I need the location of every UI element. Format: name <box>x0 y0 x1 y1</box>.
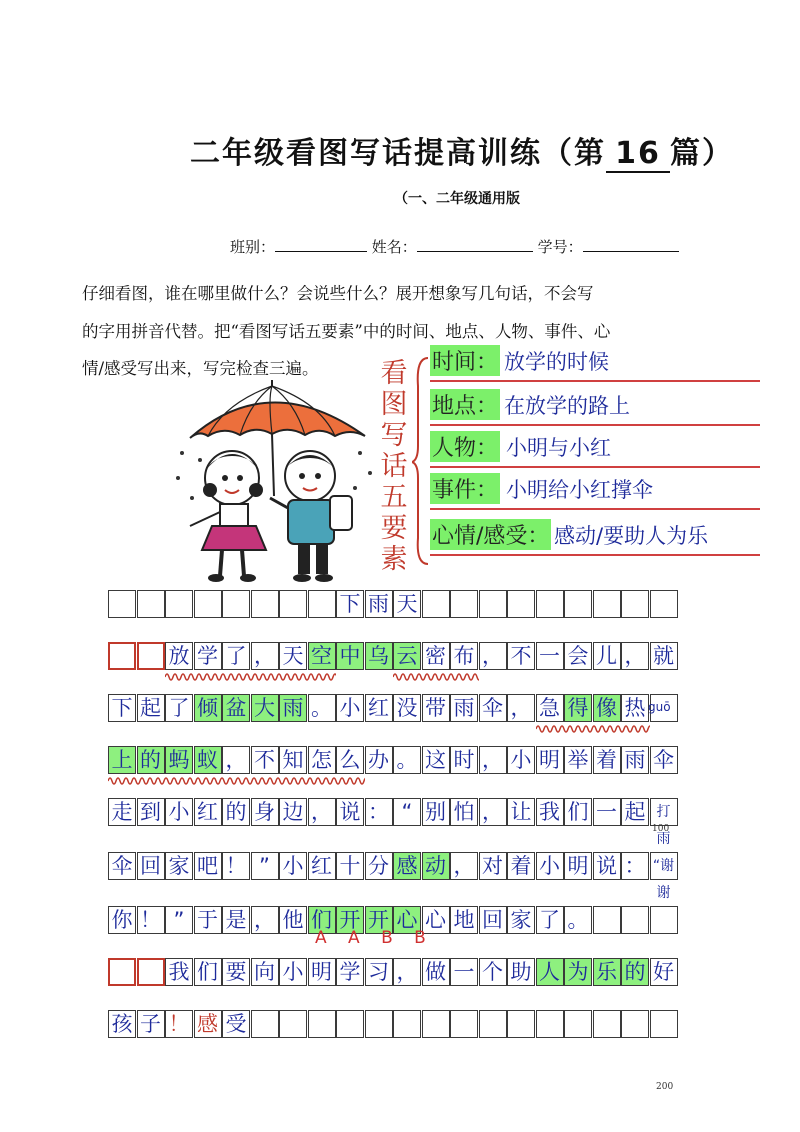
grid-cell <box>108 958 136 986</box>
grid-cell <box>108 642 136 670</box>
grid-cell: 助 <box>507 958 535 986</box>
grid-cell <box>279 590 307 618</box>
grid-cell <box>593 906 621 934</box>
grid-cell: 着 <box>593 746 621 774</box>
grid-cell: 地 <box>450 906 478 934</box>
grid-cell: 要 <box>222 958 250 986</box>
grid-cell: 感 <box>194 1010 222 1038</box>
element-people-label: 人物： <box>430 431 500 462</box>
grid-cell: 身 <box>251 798 279 826</box>
abab-note: A A B B <box>315 928 434 948</box>
element-event-value: 小明给小红撑伞 <box>506 478 653 502</box>
grid-cell <box>650 906 678 934</box>
grid-cell: 家 <box>165 852 193 880</box>
class-field[interactable] <box>275 237 367 252</box>
grid-cell: ！ <box>165 1010 193 1038</box>
grid-cell: 让 <box>507 798 535 826</box>
grid-cell: 一 <box>536 642 564 670</box>
student-info-fields <box>230 236 679 257</box>
grid-cell: 么 <box>336 746 364 774</box>
grid-cell: 红 <box>194 798 222 826</box>
grid-cell: 分 <box>365 852 393 880</box>
grid-cell: 时 <box>450 746 478 774</box>
grid-cell: 伞 <box>108 852 136 880</box>
page-title: 二年级看图写话提高训练（第 16 篇） <box>190 136 734 171</box>
grid-cell: 说 <box>593 852 621 880</box>
element-place-label: 地点： <box>430 389 500 420</box>
grid-cell: 我 <box>536 798 564 826</box>
grid-cell: 到 <box>137 798 165 826</box>
grid-cell: 说 <box>336 798 364 826</box>
grid-cell <box>564 590 592 618</box>
grid-cell <box>222 590 250 618</box>
word-count-100: 100 <box>652 824 670 834</box>
grid-cell: 人 <box>536 958 564 986</box>
grid-cell: 中 <box>336 642 364 670</box>
grid-cell: 感 <box>393 852 421 880</box>
grid-cell <box>564 1010 592 1038</box>
grid-cell: ！ <box>222 852 250 880</box>
grid-cell <box>251 590 279 618</box>
grid-cell: 别 <box>422 798 450 826</box>
grid-cell: 蚂 <box>165 746 193 774</box>
id-field[interactable] <box>583 237 679 252</box>
grid-cell: 明 <box>564 852 592 880</box>
grid-cell: 学 <box>336 958 364 986</box>
grid-cell: 们 <box>308 906 336 934</box>
element-feeling-value: 感动/要助人为乐 <box>554 524 709 548</box>
grid-cell: 对 <box>479 852 507 880</box>
grid-cell: 了 <box>165 694 193 722</box>
grid-cell: 盆 <box>222 694 250 722</box>
grid-cell <box>279 1010 307 1038</box>
grid-cell: ： <box>365 798 393 826</box>
element-place-value: 在放学的路上 <box>504 394 630 418</box>
grid-cell <box>536 590 564 618</box>
grid-cell: 举 <box>564 746 592 774</box>
grid-cell: 一 <box>593 798 621 826</box>
grid-cell: 了 <box>222 642 250 670</box>
grid-cell <box>308 590 336 618</box>
element-time-value: 放学的时候 <box>504 350 609 374</box>
grid-cell: 伞 <box>479 694 507 722</box>
grid-cell: 学 <box>194 642 222 670</box>
element-place <box>430 386 760 426</box>
grid-cell: 雨 <box>621 746 649 774</box>
grid-cell: ” <box>165 906 193 934</box>
grid-cell: 热 <box>621 694 649 722</box>
grid-cell <box>536 1010 564 1038</box>
id-label: 学号： <box>537 238 583 256</box>
grid-cell: 放 <box>165 642 193 670</box>
article-number: 16 <box>606 136 670 173</box>
element-event-label: 事件： <box>430 473 500 504</box>
grid-cell: 小 <box>536 852 564 880</box>
grid-cell <box>650 1010 678 1038</box>
grid-cell <box>108 590 136 618</box>
grid-cell: 边 <box>279 798 307 826</box>
grid-cell: 雨 <box>279 694 307 722</box>
grid-cell <box>422 1010 450 1038</box>
grid-cell <box>194 590 222 618</box>
grid-cell: ， <box>479 746 507 774</box>
name-field[interactable] <box>417 237 533 252</box>
grid-cell: 明 <box>308 958 336 986</box>
grid-cell: 家 <box>507 906 535 934</box>
grid-cell: 于 <box>194 906 222 934</box>
subtitle: （一、二年级通用版 <box>394 191 520 207</box>
grid-cell: 蚁 <box>194 746 222 774</box>
grid-cell: 小 <box>279 958 307 986</box>
grid-cell: ， <box>621 642 649 670</box>
grid-cell: 的 <box>222 798 250 826</box>
grid-cell: 受 <box>222 1010 250 1038</box>
bracket-mark <box>412 356 430 566</box>
grid-cell: 大 <box>251 694 279 722</box>
grid-cell: ： <box>621 852 649 880</box>
grid-cell: 向 <box>251 958 279 986</box>
grid-cell: 好 <box>650 958 678 986</box>
grid-cell: ， <box>251 906 279 934</box>
grid-cell: 不 <box>251 746 279 774</box>
grid-cell <box>251 1010 279 1038</box>
instruction-line-2: 的字用拼音代替。把“看图写话五要素”中的时间、地点、人物、事件、心 <box>82 322 611 341</box>
grid-cell: 雨 <box>450 694 478 722</box>
grid-cell: 像 <box>593 694 621 722</box>
grid-cell: 是 <box>222 906 250 934</box>
grid-cell: 急 <box>536 694 564 722</box>
grid-cell <box>479 1010 507 1038</box>
grid-cell: 带 <box>422 694 450 722</box>
grid-cell: 回 <box>137 852 165 880</box>
grid-cell: 不 <box>507 642 535 670</box>
grid-cell: 得 <box>564 694 592 722</box>
grid-cell: 。 <box>564 906 592 934</box>
grid-cell: 小 <box>507 746 535 774</box>
grid-cell: 心 <box>422 906 450 934</box>
element-time-label: 时间： <box>430 345 500 376</box>
grid-cell <box>450 590 478 618</box>
grid-cell: 子 <box>137 1010 165 1038</box>
grid-cell <box>507 1010 535 1038</box>
grid-cell: ， <box>251 642 279 670</box>
element-people-value: 小明与小红 <box>506 436 611 460</box>
grid-cell: 孩 <box>108 1010 136 1038</box>
grid-cell: 我 <box>165 958 193 986</box>
word-count-200: 200 <box>656 1082 674 1092</box>
grid-cell: 下 <box>108 694 136 722</box>
grid-cell <box>593 1010 621 1038</box>
grid-cell: 吧 <box>194 852 222 880</box>
grid-cell <box>137 958 165 986</box>
grid-cell: 为 <box>564 958 592 986</box>
grid-cell: 伞 <box>650 746 678 774</box>
grid-cell: 天 <box>279 642 307 670</box>
grid-cell <box>450 1010 478 1038</box>
grid-cell: ” <box>251 852 279 880</box>
element-feeling <box>430 516 760 556</box>
grid-cell: 。 <box>308 694 336 722</box>
grid-cell: 小 <box>165 798 193 826</box>
grid-cell: 习 <box>365 958 393 986</box>
element-feeling-label: 心情/感受： <box>430 519 551 550</box>
grid-cell: 没 <box>393 694 421 722</box>
grid-cell: 雨 <box>365 590 393 618</box>
grid-cell: 小 <box>279 852 307 880</box>
grid-cell: 倾 <box>194 694 222 722</box>
grid-cell: 的 <box>621 958 649 986</box>
grid-cell <box>621 1010 649 1038</box>
grid-cell: 了 <box>536 906 564 934</box>
grid-cell: 红 <box>308 852 336 880</box>
grid-cell: 起 <box>137 694 165 722</box>
grid-cell <box>308 1010 336 1038</box>
grid-cell: “谢谢 <box>650 852 678 880</box>
grid-cell: 怎 <box>308 746 336 774</box>
grid-cell: 下 <box>336 590 364 618</box>
grid-cell: 走 <box>108 798 136 826</box>
grid-cell <box>621 906 649 934</box>
grid-cell: 开 <box>365 906 393 934</box>
element-event <box>430 470 760 510</box>
red-squiggle-underline <box>536 724 650 734</box>
element-time <box>430 342 760 382</box>
grid-cell: 心 <box>393 906 421 934</box>
red-squiggle-underline <box>393 672 479 682</box>
grid-cell: 空 <box>308 642 336 670</box>
grid-cell: 打雨 <box>650 798 678 826</box>
grid-cell: 个 <box>479 958 507 986</box>
grid-cell: ， <box>222 746 250 774</box>
grid-cell <box>336 1010 364 1038</box>
grid-cell: 云 <box>393 642 421 670</box>
grid-cell <box>650 590 678 618</box>
grid-cell: 办 <box>365 746 393 774</box>
grid-cell <box>479 590 507 618</box>
grid-cell: 你 <box>108 906 136 934</box>
grid-cell <box>422 590 450 618</box>
grid-cell: 们 <box>564 798 592 826</box>
red-squiggle-underline <box>108 776 365 786</box>
grid-cell: 就 <box>650 642 678 670</box>
grid-cell: ！ <box>137 906 165 934</box>
grid-cell: 密 <box>422 642 450 670</box>
grid-cell <box>365 1010 393 1038</box>
grid-cell <box>507 590 535 618</box>
grid-cell: 一 <box>450 958 478 986</box>
instruction-line-1: 仔细看图，谁在哪里做什么？会说些什么？展开想象写几句话，不会写 <box>82 284 594 303</box>
grid-cell <box>393 1010 421 1038</box>
grid-cell <box>593 590 621 618</box>
grid-cell: 上 <box>108 746 136 774</box>
grid-cell: 明 <box>536 746 564 774</box>
children-umbrella-illustration <box>170 378 385 588</box>
instruction-line-3: 情/感受写出来，写完检查三遍。 <box>82 359 319 378</box>
grid-cell: ， <box>479 642 507 670</box>
grid-cell: ， <box>507 694 535 722</box>
grid-cell: 着 <box>507 852 535 880</box>
grid-cell: 乐 <box>593 958 621 986</box>
grid-cell: 乌 <box>365 642 393 670</box>
grid-cell: ， <box>450 852 478 880</box>
grid-cell: 做 <box>422 958 450 986</box>
class-label: 班别： <box>230 238 276 256</box>
grid-cell: 布 <box>450 642 478 670</box>
red-squiggle-underline <box>165 672 336 682</box>
grid-cell: ， <box>479 798 507 826</box>
grid-cell: “ <box>393 798 421 826</box>
grid-cell: 他 <box>279 906 307 934</box>
grid-cell: ， <box>308 798 336 826</box>
grid-cell <box>137 590 165 618</box>
grid-cell: 的 <box>137 746 165 774</box>
grid-cell <box>621 590 649 618</box>
grid-cell: 小 <box>336 694 364 722</box>
grid-cell: 儿 <box>593 642 621 670</box>
grid-cell: 。 <box>393 746 421 774</box>
grid-cell: 这 <box>422 746 450 774</box>
grid-cell <box>165 590 193 618</box>
grid-cell <box>137 642 165 670</box>
grid-cell: 回 <box>479 906 507 934</box>
grid-cell: ， <box>393 958 421 986</box>
five-elements-heading: 看图写话五要素 <box>380 358 408 575</box>
element-people <box>430 428 760 468</box>
grid-cell: 起 <box>621 798 649 826</box>
grid-cell: 开 <box>336 906 364 934</box>
grid-cell: 会 <box>564 642 592 670</box>
grid-cell: 怕 <box>450 798 478 826</box>
pinyin-note: guō <box>648 700 671 714</box>
grid-cell: 天 <box>393 590 421 618</box>
grid-cell: 十 <box>336 852 364 880</box>
grid-cell: 动 <box>422 852 450 880</box>
grid-cell: 知 <box>279 746 307 774</box>
grid-cell: 们 <box>194 958 222 986</box>
grid-cell: 红 <box>365 694 393 722</box>
name-label: 姓名： <box>371 238 417 256</box>
